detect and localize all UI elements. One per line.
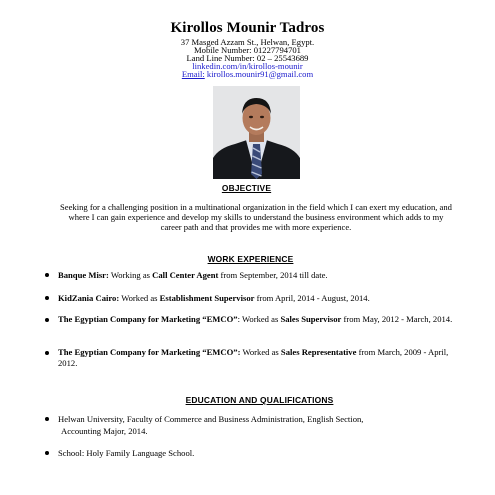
- bullet-icon: [45, 318, 49, 322]
- address: 37 Masged Azzam St., Helwan, Egypt.: [180, 37, 315, 47]
- objective-heading: OBJECTIVE: [221, 183, 272, 193]
- work-dates: from March, 2009 - April, 2012.: [58, 347, 449, 368]
- work-text: Working as: [108, 270, 153, 280]
- mobile-number: Mobile Number: 01227794701: [194, 45, 301, 55]
- profile-photo-graphic: [213, 86, 300, 179]
- email-line: [0, 69, 495, 79]
- work-text: Worked as: [119, 293, 160, 303]
- landline-number: Land Line Number: 02 – 25543689: [186, 53, 309, 63]
- work-company: The Egyptian Company for Marketing “EMCO”: [58, 314, 238, 324]
- education-line: Helwan University, Faculty of Commerce and Business Administration, English Section,: [58, 414, 364, 424]
- work-text: Worked as: [240, 347, 281, 357]
- work-item: [58, 293, 460, 304]
- bullet-icon: [45, 296, 49, 300]
- education-line: Accounting Major, 2014.: [61, 426, 148, 436]
- email-link[interactable]: kirollos.mounir91@gmail.com: [204, 69, 314, 79]
- email-label: Email:: [181, 69, 205, 79]
- bullet-icon: [45, 351, 49, 355]
- objective-text: Seeking for a challenging position in a multinational organization in the field which I can exert my education, and where I can gain experience and develop my skills to understand the business environment which adds to my career path and that provides me with more experience.: [60, 202, 452, 232]
- work-company: KidZania Cairo:: [58, 293, 120, 303]
- work-item: [58, 270, 460, 281]
- bullet-icon: [45, 273, 49, 277]
- work-text: : Worked as: [237, 314, 281, 324]
- work-dates: from April, 2014 - August, 2014.: [254, 293, 370, 303]
- work-role: Establishment Supervisor: [159, 293, 255, 303]
- bullet-icon: [45, 417, 49, 421]
- work-role: Sales Representative: [280, 347, 357, 357]
- profile-photo: [213, 86, 300, 179]
- work-company: The Egyptian Company for Marketing “EMCO”:: [58, 347, 241, 357]
- bullet-icon: [45, 451, 49, 455]
- work-role: Sales Supervisor: [280, 314, 342, 324]
- work-item: [58, 347, 460, 369]
- education-item: [58, 413, 460, 437]
- linkedin-link[interactable]: linkedin.com/in/kirollos-mounir: [192, 61, 303, 71]
- education-line: School: Holy Family Language School.: [58, 448, 195, 458]
- work-role: Call Center Agent: [152, 270, 219, 280]
- work-dates: from May, 2012 - March, 2014.: [341, 314, 453, 324]
- work-experience-heading: WORK EXPERIENCE: [207, 254, 294, 264]
- applicant-name: Kirollos Mounir Tadros: [170, 20, 325, 36]
- work-dates: from September, 2014 till date.: [218, 270, 328, 280]
- education-heading: EDUCATION AND QUALIFICATIONS: [185, 395, 334, 405]
- work-item: [58, 314, 460, 325]
- work-company: Banque Misr:: [58, 270, 109, 280]
- education-item: [58, 447, 460, 459]
